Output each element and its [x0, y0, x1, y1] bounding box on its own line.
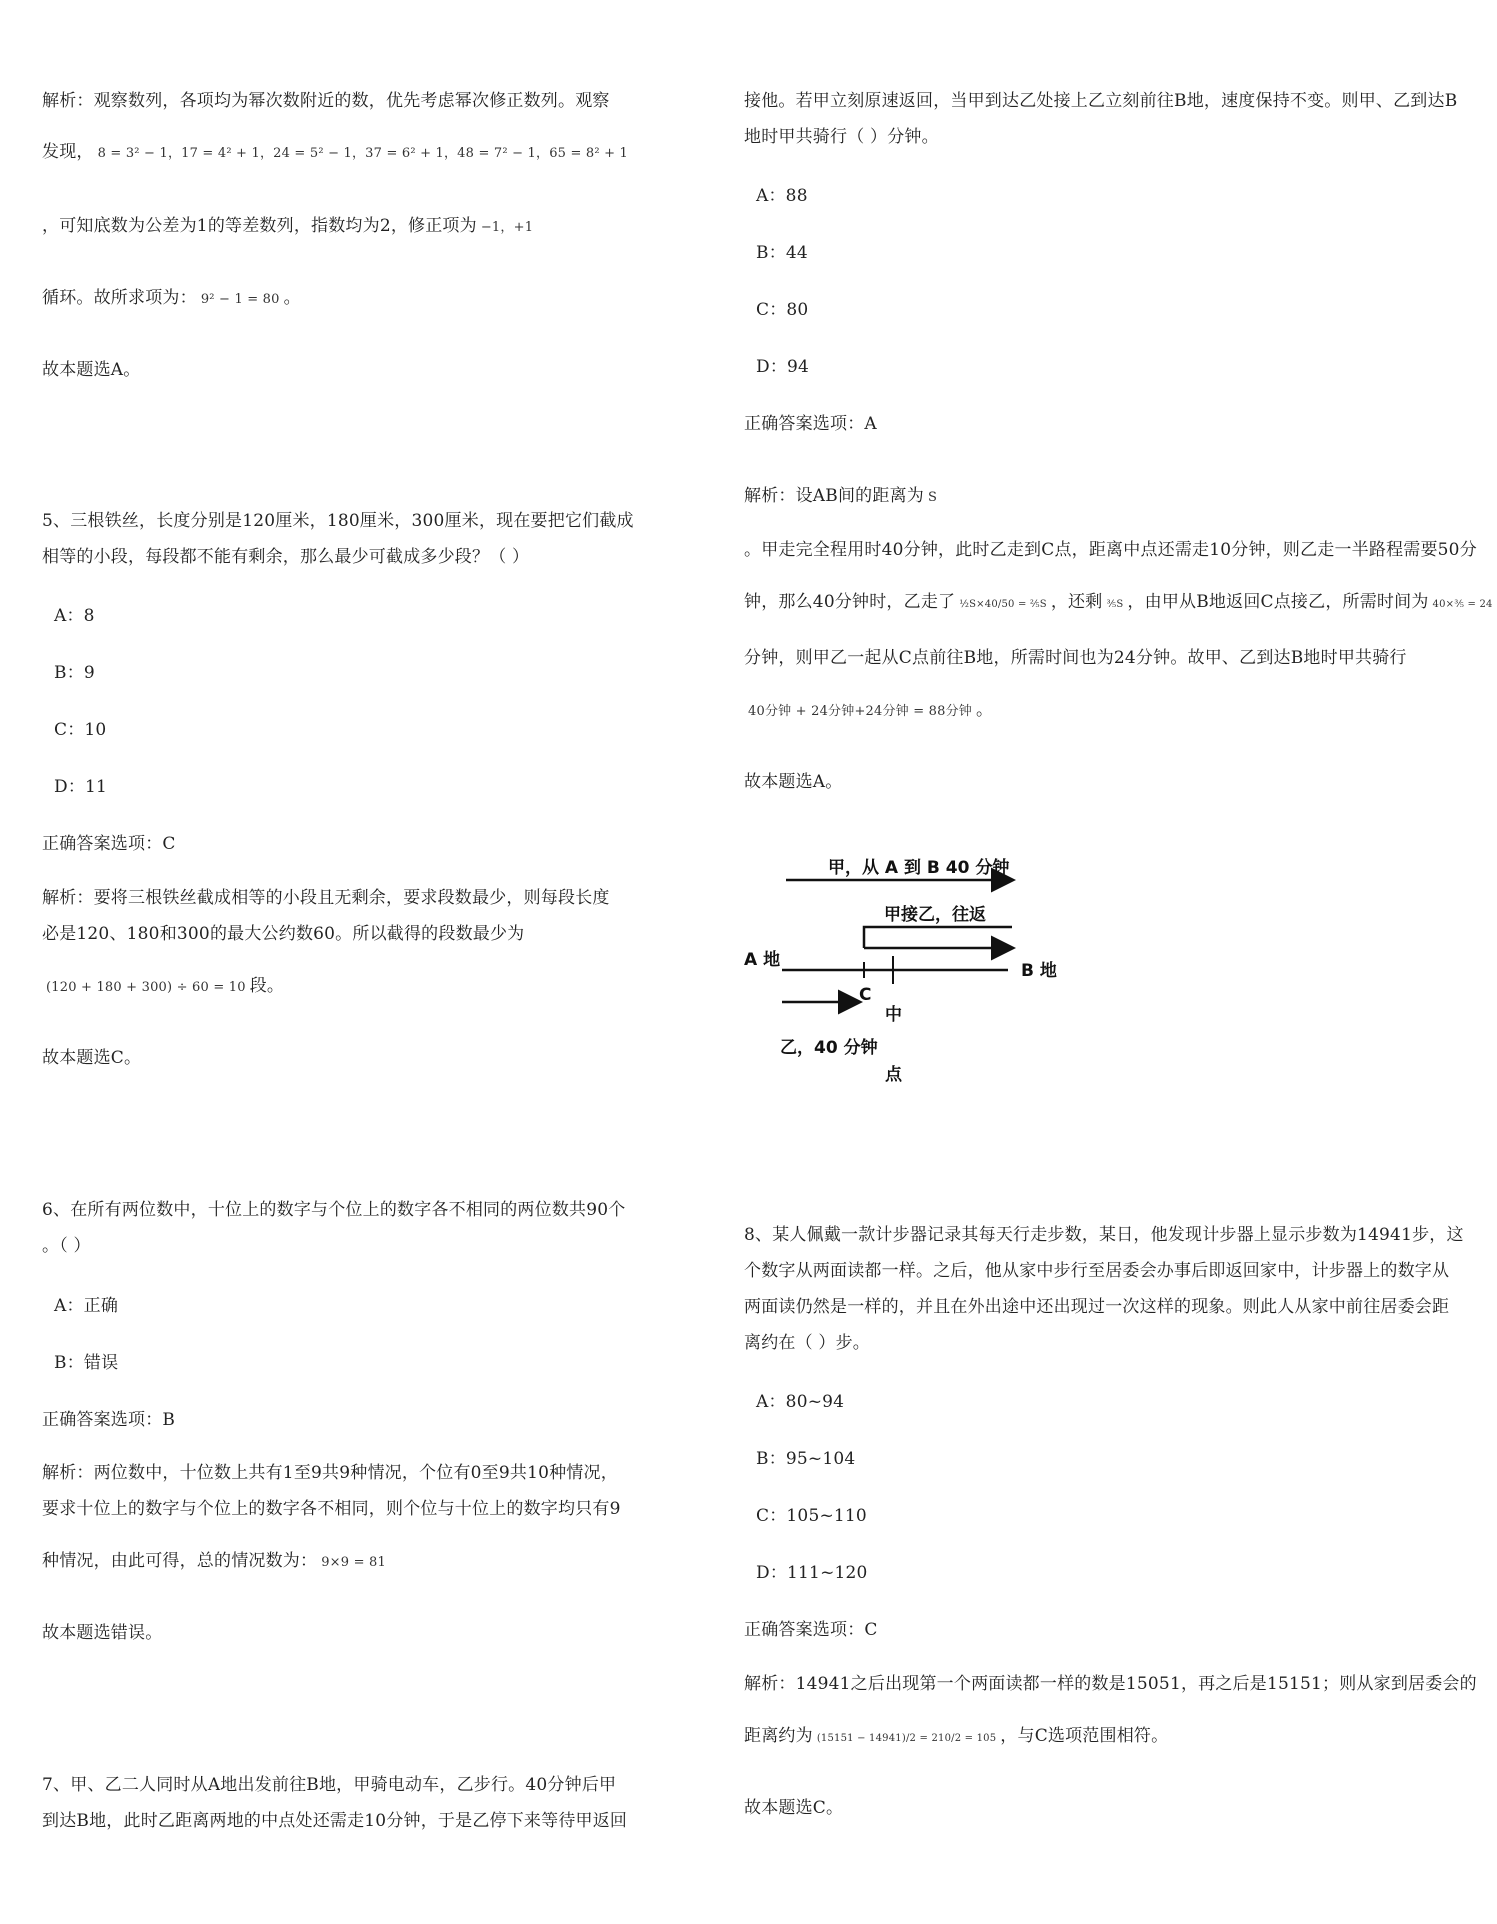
- q7-analysis-line1: [744, 478, 1344, 516]
- q7-analysis-line5: [744, 692, 1344, 730]
- q7-line3-a: 钟，那么40分钟时，乙走了: [744, 592, 956, 612]
- q7-distance-symbol: S: [927, 490, 938, 505]
- q6-conclusion: 故本题选错误。: [42, 1623, 163, 1643]
- q6-question-line2: 。（ ）: [42, 1236, 91, 1256]
- q4-conclusion: 故本题选A。: [42, 360, 141, 380]
- q5-option-a: A：8: [54, 606, 95, 626]
- q7-option-c: C：80: [756, 300, 809, 320]
- q7-analysis-line3: [744, 584, 1493, 623]
- q4-line4-prefix: 循环。故所求项为：: [42, 288, 197, 308]
- q7-formula-3: 40×⅗ = 24: [1432, 599, 1493, 610]
- q7-conclusion: 故本题选A。: [744, 772, 843, 792]
- q6-answer: 正确答案选项：B: [42, 1410, 176, 1430]
- q8-option-a: A：80~94: [756, 1392, 845, 1412]
- diagram-arrow2-label: 甲接乙，往返: [884, 905, 986, 925]
- q5-option-c: C：10: [54, 720, 107, 740]
- diagram-c-label: C: [859, 985, 872, 1005]
- q6-formula: 9×9 = 81: [321, 1555, 386, 1570]
- diagram-return-bracket: [864, 927, 1012, 948]
- q8-formula: (15151 − 14941)/2 = 210/2 = 105: [816, 1733, 997, 1744]
- q6-analysis-line3: [42, 1543, 642, 1581]
- q7-line3-c: ，由甲从B地返回C点接乙，所需时间为: [1127, 592, 1429, 612]
- q8-question-line1: 8、某人佩戴一款计步器记录其每天行走步数，某日，他发现计步器上显示步数为14941步，这: [744, 1225, 1464, 1245]
- q6-analysis-line2: 要求十位上的数字与个位上的数字各不相同，则个位与十位上的数字均只有9: [42, 1499, 621, 1519]
- q4-line4-suffix: 。: [283, 288, 301, 308]
- diagram-b-label: B 地: [1021, 961, 1057, 981]
- q4-analysis-line2: [42, 134, 642, 172]
- diagram-yi-label: 乙，40 分钟: [780, 1038, 878, 1058]
- diagram-arrow1-label: 甲，从 A 到 B 40 分钟: [828, 858, 1010, 878]
- q4-line3-text: ，可知底数为公差为1的等差数列，指数均为2，修正项为: [42, 216, 477, 236]
- q7-question-line4: 地时甲共骑行（ ）分钟。: [744, 127, 939, 147]
- q7-formula-1: ½S×40/50 = ⅖S: [959, 599, 1047, 610]
- q4-answer-formula: 9² − 1 = 80: [200, 292, 280, 307]
- q8-analysis-line2-prefix: 距离约为: [744, 1726, 813, 1746]
- q7-analysis-line1-prefix: 解析：设AB间的距离为: [744, 486, 924, 506]
- q8-option-d: D：111~120: [756, 1563, 868, 1583]
- q7-option-a: A：88: [756, 186, 808, 206]
- q7-question-line1: 7、甲、乙二人同时从A地出发前往B地，甲骑电动车，乙步行。40分钟后甲: [42, 1775, 617, 1795]
- q8-option-c: C：105~110: [756, 1506, 867, 1526]
- q7-answer: 正确答案选项：A: [744, 414, 877, 434]
- q7-total-formula: 40分钟 + 24分钟+24分钟 = 88分钟: [748, 704, 972, 719]
- q8-conclusion: 故本题选C。: [744, 1798, 844, 1818]
- q5-question-line1: 5、三根铁丝，长度分别是120厘米，180厘米，300厘米，现在要把它们截成: [42, 511, 634, 531]
- q4-analysis-line4: [42, 280, 642, 318]
- q7-analysis-line5-suffix: 。: [975, 700, 994, 720]
- q6-option-b: B：错误: [54, 1353, 119, 1373]
- q5-question-line2: 相等的小段，每段都不能有剩余，那么最少可截成多少段？（ ）: [42, 547, 530, 567]
- diagram-a-label: A 地: [744, 950, 781, 970]
- q4-analysis-line1: 解析：观察数列，各项均为幂次数附近的数，优先考虑幂次修正数列。观察: [42, 91, 610, 111]
- q6-option-a: A：正确: [54, 1296, 119, 1316]
- q7-line3-b: ，还剩: [1050, 592, 1103, 612]
- q6-analysis-line1: 解析：两位数中，十位数上共有1至9共9种情况，个位有0至9共10种情况，: [42, 1463, 618, 1483]
- diagram-mid-label-2: 点: [885, 1065, 902, 1085]
- q7-question-line2: 到达B地，此时乙距离两地的中点处还需走10分钟，于是乙停下来等待甲返回: [42, 1811, 628, 1831]
- q5-analysis-suffix: 段。: [249, 976, 285, 996]
- q7-route-diagram: [736, 838, 1066, 1098]
- q5-option-b: B：9: [54, 663, 95, 683]
- q8-analysis-line2: [744, 1718, 1344, 1757]
- q4-series-formula: 8 = 3² − 1，17 = 4² + 1，24 = 5² − 1，37 = 6² + 1，48 = 7² − 1，65 = 8² + 1: [97, 146, 628, 161]
- q5-analysis-line3: [42, 968, 642, 1006]
- q8-answer: 正确答案选项：C: [744, 1620, 878, 1640]
- q6-question-line1: 6、在所有两位数中，十位上的数字与个位上的数字各不相同的两位数共90个: [42, 1200, 626, 1220]
- q5-analysis-line1: 解析：要将三根铁丝截成相等的小段且无剩余，要求段数最少，则每段长度: [42, 888, 610, 908]
- q8-analysis-line2-suffix: ，与C选项范围相符。: [1000, 1726, 1169, 1746]
- q5-conclusion: 故本题选C。: [42, 1048, 142, 1068]
- q4-correction-formula: −1，+1: [480, 220, 534, 235]
- q7-question-line3: 接他。若甲立刻原速返回，当甲到达乙处接上乙立刻前往B地，速度保持不变。则甲、乙到达B: [744, 91, 1458, 111]
- q5-analysis-line2: 必是120、180和300的最大公约数60。所以截得的段数最少为: [42, 924, 525, 944]
- q4-analysis-line3: [42, 208, 642, 246]
- q7-analysis-line4: 分钟，则甲乙一起从C点前往B地，所需时间也为24分钟。故甲、乙到达B地时甲共骑行: [744, 648, 1407, 668]
- q8-option-b: B：95~104: [756, 1449, 856, 1469]
- q8-question-line4: 离约在（ ）步。: [744, 1333, 871, 1353]
- diagram-mid-label-1: 中: [885, 1005, 902, 1025]
- q7-formula-2: ⅗S: [1106, 599, 1124, 610]
- q7-option-d: D：94: [756, 357, 810, 377]
- q8-question-line2: 个数字从两面读都一样。之后，他从家中步行至居委会办事后即返回家中，计步器上的数字从: [744, 1261, 1450, 1281]
- q8-analysis-line1: 解析：14941之后出现第一个两面读都一样的数是15051，再之后是15151；则从家到居委会的: [744, 1674, 1477, 1694]
- q6-analysis-line3-text: 种情况，由此可得，总的情况数为：: [42, 1551, 318, 1571]
- q5-answer: 正确答案选项：C: [42, 834, 176, 854]
- q5-option-d: D：11: [54, 777, 108, 797]
- q8-question-line3: 两面读仍然是一样的，并且在外出途中还出现过一次这样的现象。则此人从家中前往居委会距: [744, 1297, 1450, 1317]
- q4-line2-prefix: 发现，: [42, 142, 94, 162]
- q7-analysis-line2: 。甲走完全程用时40分钟，此时乙走到C点，距离中点还需走10分钟，则乙走一半路程需要50分: [744, 540, 1477, 560]
- q7-option-b: B：44: [756, 243, 808, 263]
- q5-formula: (120 + 180 + 300) ÷ 60 = 10: [46, 980, 246, 995]
